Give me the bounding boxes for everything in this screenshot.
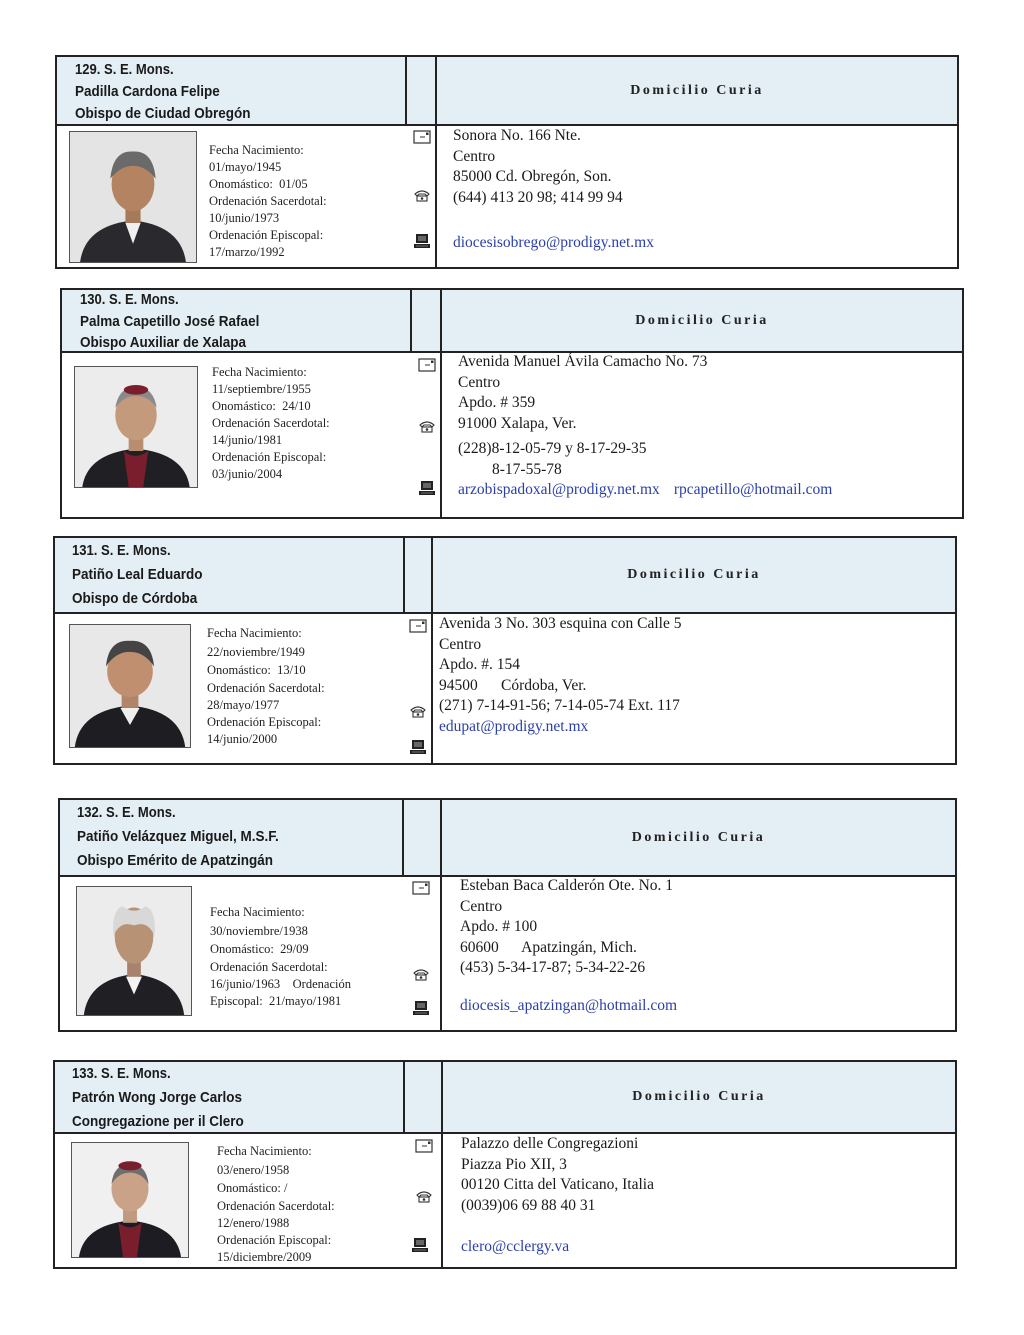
envelope-icon bbox=[409, 618, 427, 634]
address-line: Centro bbox=[458, 373, 501, 391]
envelope-icon bbox=[412, 880, 430, 896]
bishop-card-132 bbox=[58, 798, 957, 1032]
entry-number: 133. S. E. Mons. bbox=[72, 1066, 171, 1082]
birth-label: Fecha Nacimiento: bbox=[209, 143, 304, 157]
address-line: Palazzo delle Congregazioni bbox=[461, 1135, 639, 1152]
ord-sacerdotal-label: Ordenación Sacerdotal: bbox=[210, 959, 328, 974]
bishop-dates bbox=[212, 364, 330, 483]
bishop-card-129 bbox=[55, 55, 959, 269]
ord-sacerdotal-label: Ordenación Sacerdotal: bbox=[217, 1198, 335, 1213]
bishop-card-130 bbox=[60, 288, 964, 519]
bishop-card-133 bbox=[53, 1060, 957, 1269]
email-link[interactable]: diocesis_apatzingan@hotmail.com bbox=[460, 996, 678, 1014]
onomastico-label: Onomástico: bbox=[207, 663, 271, 677]
birth-label: Fecha Nacimiento: bbox=[207, 626, 302, 640]
ord-episcopal-label: Ordenación Episcopal: bbox=[209, 228, 324, 242]
phone-numbers: (644) 413 20 98; 414 99 94 bbox=[453, 188, 623, 206]
birth-date: 30/noviembre/1938 bbox=[210, 923, 308, 938]
curia-address bbox=[453, 126, 654, 254]
entry-number: 132. S. E. Mons. bbox=[77, 805, 176, 821]
bishop-photo bbox=[71, 1142, 189, 1258]
bishop-photo bbox=[69, 131, 197, 263]
bishop-title: Obispo de Ciudad Obregón bbox=[75, 105, 251, 122]
ord-episcopal-row bbox=[210, 993, 351, 1010]
ord-sacerdotal-date: 28/mayo/1977 bbox=[207, 697, 280, 712]
envelope-icon bbox=[413, 129, 431, 145]
bishop-photo bbox=[76, 886, 192, 1016]
domicilio-curia-label: Domicilio Curia bbox=[632, 1089, 766, 1104]
ord-word: Ordenación bbox=[292, 976, 351, 991]
onomastico-date: 29/09 bbox=[280, 942, 309, 956]
address-line: Centro bbox=[439, 635, 482, 653]
computer-icon bbox=[418, 480, 436, 496]
address-line: Centro bbox=[460, 897, 503, 915]
bishop-dates bbox=[217, 1142, 335, 1266]
address-line: Apdo. # 100 bbox=[460, 918, 538, 935]
birth-date: 03/enero/1958 bbox=[217, 1162, 290, 1177]
bishop-name: Patiño Leal Eduardo bbox=[72, 566, 203, 583]
onomastico-row bbox=[210, 940, 351, 959]
birth-date: 22/noviembre/1949 bbox=[207, 644, 305, 659]
email-link[interactable]: clero@cclergy.va bbox=[461, 1238, 570, 1255]
bishop-photo bbox=[74, 366, 198, 488]
bishop-dates bbox=[207, 624, 325, 748]
birth-date: 01/mayo/1945 bbox=[209, 160, 282, 174]
bishop-dates bbox=[209, 142, 327, 261]
onomastico-row bbox=[209, 176, 327, 193]
email-row bbox=[458, 480, 832, 501]
telephone-icon bbox=[409, 703, 427, 719]
phone-numbers: 8-17-55-78 bbox=[492, 460, 562, 478]
onomastico-label: Onomástico: bbox=[210, 942, 274, 956]
domicilio-curia-label: Domicilio Curia bbox=[631, 829, 766, 845]
card-header bbox=[55, 1062, 405, 1134]
ord-episcopal-label: Ordenación Episcopal: bbox=[217, 1232, 332, 1247]
icon-column-header bbox=[404, 800, 442, 877]
icon-column-header bbox=[407, 57, 437, 126]
curia-address bbox=[439, 614, 682, 737]
card-header bbox=[57, 57, 407, 126]
ord-sacerdotal-label: Ordenación Sacerdotal: bbox=[209, 194, 327, 208]
onomastico-date: 01/05 bbox=[279, 177, 308, 191]
bishop-name: Padilla Cardona Felipe bbox=[75, 83, 220, 100]
onomastico-date: 24/10 bbox=[282, 399, 311, 413]
address-line: 85000 Cd. Obregón, Son. bbox=[453, 168, 612, 185]
telephone-icon bbox=[418, 418, 436, 434]
bishop-title: Obispo de Córdoba bbox=[72, 590, 198, 607]
domicilio-curia-label: Domicilio Curia bbox=[627, 567, 761, 582]
onomastico-label: Onomástico: bbox=[212, 399, 276, 413]
bishop-title: Congregazione per il Clero bbox=[72, 1113, 244, 1130]
bishop-name: Patrón Wong Jorge Carlos bbox=[72, 1089, 243, 1106]
telephone-icon bbox=[413, 187, 431, 203]
ord-sacerdotal-date: 10/junio/1973 bbox=[209, 211, 280, 225]
curia-header bbox=[443, 1062, 955, 1134]
curia-address bbox=[461, 1134, 654, 1258]
address-line: 94500 Córdoba, Ver. bbox=[439, 676, 587, 694]
phone-numbers: (228)8-12-05-79 y 8-17-29-35 bbox=[458, 440, 647, 457]
onomastico-date: / bbox=[284, 1181, 288, 1195]
entry-number: 130. S. E. Mons. bbox=[80, 292, 179, 308]
address-line: Piazza Pio XII, 3 bbox=[461, 1155, 567, 1173]
address-line: Sonora No. 166 Nte. bbox=[453, 127, 581, 144]
curia-header bbox=[442, 290, 962, 353]
ord-row bbox=[210, 976, 351, 993]
address-line: 91000 Xalapa, Ver. bbox=[458, 414, 577, 432]
ord-episcopal-label: Ordenación Episcopal: bbox=[212, 450, 327, 464]
ord-episcopal-date: 15/diciembre/2009 bbox=[217, 1249, 312, 1264]
address-line: Avenida Manuel Ávila Camacho No. 73 bbox=[458, 353, 708, 370]
curia-header bbox=[442, 800, 955, 877]
address-line: 60600 Apatzingán, Mich. bbox=[460, 938, 637, 956]
onomastico-row bbox=[212, 398, 330, 415]
ord-episcopal-date: 17/marzo/1992 bbox=[209, 245, 285, 259]
computer-icon bbox=[409, 739, 427, 755]
address-line: Centro bbox=[453, 147, 496, 165]
entry-number: 129. S. E. Mons. bbox=[75, 62, 174, 78]
card-header bbox=[55, 538, 405, 614]
card-header bbox=[62, 290, 412, 353]
ord-sacerdotal-label: Ordenación Sacerdotal: bbox=[207, 680, 325, 695]
address-line: Avenida 3 No. 303 esquina con Calle 5 bbox=[439, 615, 682, 632]
phone-numbers: (453) 5-34-17-87; 5-34-22-26 bbox=[460, 959, 646, 976]
domicilio-curia-label: Domicilio Curia bbox=[630, 82, 764, 98]
icon-column-header bbox=[405, 1062, 443, 1134]
telephone-icon bbox=[412, 966, 430, 982]
card-header bbox=[60, 800, 404, 877]
telephone-icon bbox=[415, 1188, 433, 1204]
email-link[interactable]: arzobispadoxal@prodigy.net.mx bbox=[458, 481, 660, 498]
address-line: 00120 Citta del Vaticano, Italia bbox=[461, 1176, 654, 1193]
computer-icon bbox=[412, 1000, 430, 1016]
episcopal-word: Episcopal: bbox=[210, 993, 263, 1008]
curia-header bbox=[437, 57, 957, 126]
birth-label: Fecha Nacimiento: bbox=[212, 365, 307, 379]
bishop-dates bbox=[210, 903, 351, 1010]
birth-label: Fecha Nacimiento: bbox=[210, 905, 305, 919]
computer-icon bbox=[413, 233, 431, 249]
ord-episcopal-date: 21/mayo/1981 bbox=[269, 993, 342, 1008]
ord-sacerdotal-label: Ordenación Sacerdotal: bbox=[212, 416, 330, 430]
phone-numbers: (271) 7-14-91-56; 7-14-05-74 Ext. 117 bbox=[439, 697, 680, 714]
ord-episcopal-date: 14/junio/2000 bbox=[207, 731, 278, 746]
bishop-name: Patiño Velázquez Miguel, M.S.F. bbox=[77, 828, 279, 845]
bishop-title: Obispo Emérito de Apatzingán bbox=[77, 852, 274, 869]
birth-date: 11/septiembre/1955 bbox=[212, 382, 311, 396]
bishop-photo bbox=[69, 624, 191, 748]
email-link[interactable]: rpcapetillo@hotmail.com bbox=[673, 481, 833, 498]
onomastico-date: 13/10 bbox=[277, 663, 306, 677]
phone-numbers: (0039)06 69 88 40 31 bbox=[461, 1196, 596, 1214]
onomastico-row bbox=[217, 1179, 335, 1198]
onomastico-label: Onomástico: bbox=[217, 1181, 281, 1195]
envelope-icon bbox=[418, 357, 436, 373]
bishop-title: Obispo Auxiliar de Xalapa bbox=[80, 334, 247, 351]
ord-sacerdotal-date: 12/enero/1988 bbox=[217, 1215, 290, 1230]
curia-address bbox=[460, 876, 677, 1016]
domicilio-curia-label: Domicilio Curia bbox=[635, 312, 769, 328]
icon-column-header bbox=[412, 290, 442, 353]
curia-address bbox=[458, 352, 832, 501]
email-link[interactable]: edupat@prodigy.net.mx bbox=[439, 717, 589, 735]
entry-number: 131. S. E. Mons. bbox=[72, 543, 171, 559]
birth-label: Fecha Nacimiento: bbox=[217, 1144, 312, 1158]
address-line: Apdo. # 359 bbox=[458, 394, 536, 411]
onomastico-row bbox=[207, 661, 325, 680]
address-line: Apdo. #. 154 bbox=[439, 656, 520, 673]
ord-episcopal-label: Ordenación Episcopal: bbox=[207, 714, 322, 729]
onomastico-label: Onomástico: bbox=[209, 177, 273, 191]
bishop-name: Palma Capetillo José Rafael bbox=[80, 313, 260, 330]
ord-episcopal-date: 03/junio/2004 bbox=[212, 467, 283, 481]
address-line: Esteban Baca Calderón Ote. No. 1 bbox=[460, 877, 674, 894]
computer-icon bbox=[411, 1237, 429, 1253]
ord-sacerdotal-date: 16/junio/1963 bbox=[210, 976, 281, 991]
envelope-icon bbox=[415, 1138, 433, 1154]
ord-sacerdotal-date: 14/junio/1981 bbox=[212, 433, 283, 447]
bishop-card-131 bbox=[53, 536, 957, 765]
curia-header bbox=[433, 538, 955, 614]
email-link[interactable]: diocesisobrego@prodigy.net.mx bbox=[453, 234, 654, 251]
icon-column-header bbox=[405, 538, 433, 614]
